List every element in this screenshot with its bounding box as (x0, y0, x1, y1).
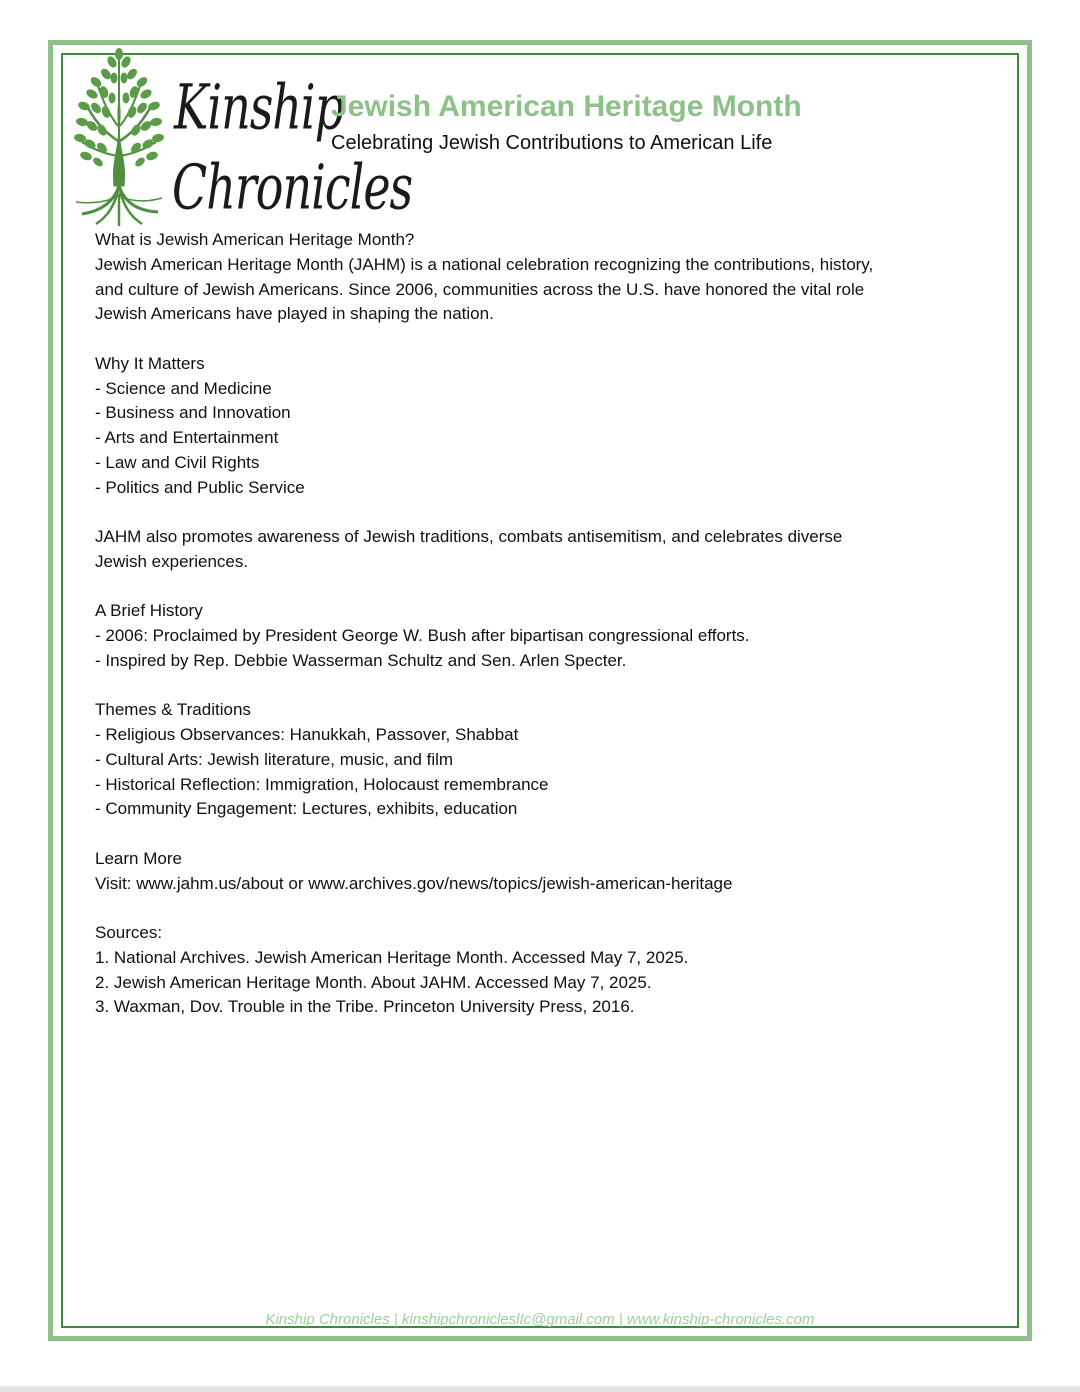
source-item: 1. National Archives. Jewish American Heritage Month. Accessed May 7, 2025. (95, 947, 689, 967)
section-heading: Themes & Traditions (95, 700, 251, 720)
list-item: - Historical Reflection: Immigration, Holocaust remembrance (95, 774, 549, 794)
section-heading: Sources: (95, 923, 163, 942)
kinship-chronicles-logo (74, 46, 413, 228)
section-heading: Why It Matters (95, 353, 205, 373)
themes-list (95, 723, 995, 822)
paragraph-line: JAHM also promotes awareness of Jewish traditions, combats antisemitism, and celebrates diverse (95, 527, 843, 546)
list-item: - Religious Observances: Hanukkah, Passover, Shabbat (95, 725, 519, 744)
paragraph-line: Jewish experiences. (95, 551, 249, 571)
section-heading: A Brief History (95, 601, 203, 621)
list-item: - Science and Medicine (95, 378, 272, 398)
learn-more-section (95, 847, 995, 897)
page-title: Jewish American Heritage Month (331, 90, 802, 123)
logo-word-kinship: Kinship (174, 70, 344, 144)
list-item: - Business and Innovation (95, 403, 291, 423)
logo-word-chronicles: Chronicles (172, 150, 413, 224)
list-item: - Law and Civil Rights (95, 452, 260, 472)
source-item: 3. Waxman, Dov. Trouble in the Tribe. Princeton University Press, 2016. (95, 997, 635, 1017)
section-heading: Learn More (95, 848, 182, 868)
learn-more-links: Visit: www.jahm.us/about or www.archives.gov/news/topics/jewish-american-heritage (95, 873, 733, 893)
list-item: - Politics and Public Service (95, 477, 305, 497)
paragraph-line: Jewish Americans have played in shaping the nation. (95, 304, 494, 324)
document-body (95, 228, 995, 1020)
paragraph-line: Jewish American Heritage Month (JAHM) is a national celebration recognizing the contributions, history, (95, 254, 874, 274)
page-edge-divider (0, 1386, 1080, 1392)
list-item: - Cultural Arts: Jewish literature, music, and film (95, 749, 454, 769)
list-item: - 2006: Proclaimed by President George W. Bush after bipartisan congressional efforts. (95, 626, 750, 645)
source-item: 2. Jewish American Heritage Month. About JAHM. Accessed May 7, 2025. (95, 972, 652, 992)
awareness-section (95, 525, 995, 575)
page-footer: Kinship Chronicles | kinshipchronicleslIc@gmail.com | www.kinship-chronicles.com (265, 1311, 815, 1328)
tree-icon (74, 46, 164, 228)
sources-section (95, 921, 995, 1020)
why-list (95, 377, 995, 501)
paragraph-line: and culture of Jewish Americans. Since 2006, communities across the U.S. have honored the vital role (95, 279, 865, 299)
themes-section (95, 698, 995, 822)
why-it-matters-section (95, 352, 995, 501)
intro-section (95, 228, 995, 327)
history-section (95, 599, 995, 673)
sources-list (95, 946, 995, 1020)
list-item: - Community Engagement: Lectures, exhibits, education (95, 799, 518, 819)
list-item: - Inspired by Rep. Debbie Wasserman Schultz and Sen. Arlen Specter. (95, 650, 627, 670)
history-list (95, 624, 995, 674)
section-heading: What is Jewish American Heritage Month? (95, 230, 415, 249)
page-subtitle: Celebrating Jewish Contributions to American Life (331, 132, 773, 154)
list-item: - Arts and Entertainment (95, 428, 279, 447)
